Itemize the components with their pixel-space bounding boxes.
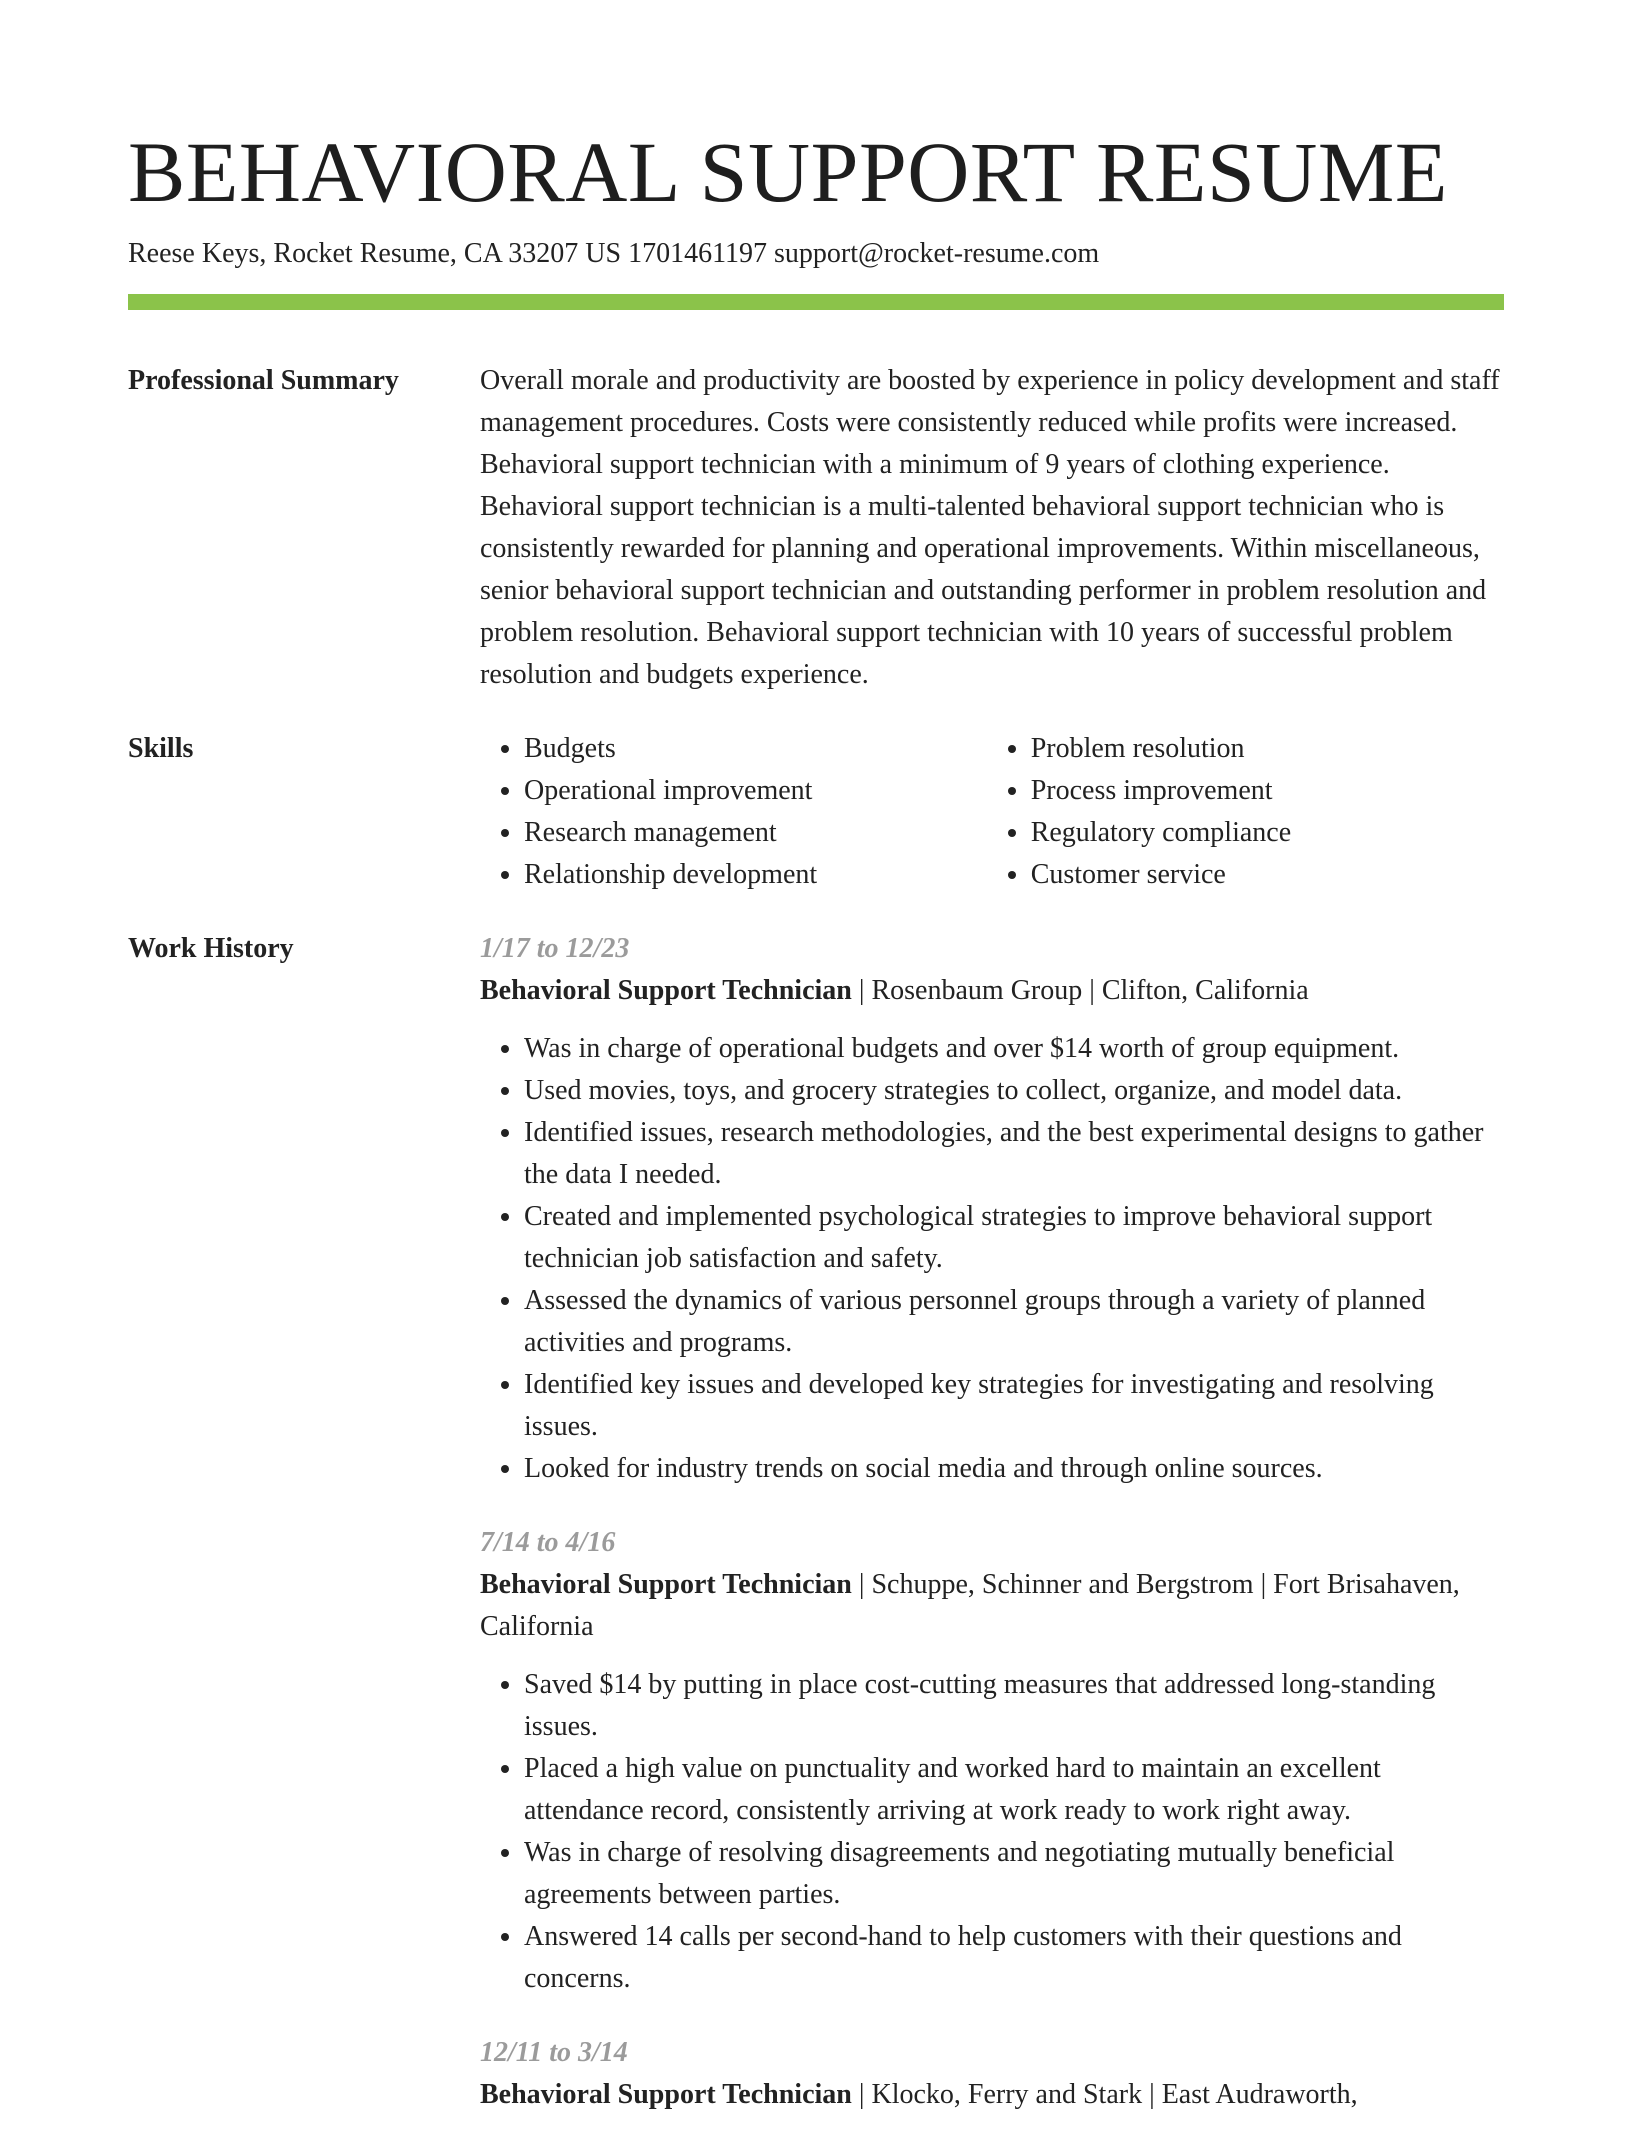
job-bullet: • Was in charge of operational budgets and over $14 worth of group equipment. xyxy=(524,1028,1504,1070)
job-bullet: • Identified issues, research methodologies, and the best experimental designs to gather the data I needed. xyxy=(524,1112,1504,1196)
job-bullets xyxy=(480,1028,1504,1490)
job-bullet: • Used movies, toys, and grocery strategies to collect, organize, and model data. xyxy=(524,1070,1504,1112)
skills-list-left xyxy=(480,728,943,896)
resume-title: BEHAVIORAL SUPPORT RESUME xyxy=(128,124,1448,220)
job-details: | Klocko, Ferry and Stark | East Audraworth, xyxy=(851,2079,1358,2110)
job-role: Behavioral Support Technician xyxy=(480,975,852,1006)
skill-item: • Problem resolution xyxy=(1031,728,1504,770)
contact-line: Reese Keys, Rocket Resume, CA 33207 US 1701461197 support@rocket-resume.com xyxy=(128,238,1100,269)
skill-item: • Relationship development xyxy=(524,854,943,896)
job-entry xyxy=(480,1522,1504,2000)
summary-text: Overall morale and productivity are boosted by experience in policy development and staff management procedures. Costs were consistently reduced while profits were increased. Behavioral support technician with a minimum of 9 years of clothing experience. Behavioral support technician is a multi-talented behavioral support technician who is consistently rewarded for planning and operational improvements. Within miscellaneous, senior behavioral support technician and outstanding performer in problem resolution and problem resolution. Behavioral support technician with 10 years of successful problem resolution and budgets experience. xyxy=(480,365,1500,690)
job-heading xyxy=(480,970,1504,1012)
job-heading xyxy=(480,2074,1504,2116)
skill-item: • Regulatory compliance xyxy=(1031,812,1504,854)
resume-page xyxy=(128,0,1504,2148)
skill-item: • Operational improvement xyxy=(524,770,943,812)
work-history-section xyxy=(128,928,1504,2148)
skills-grid xyxy=(480,728,1504,896)
job-bullet: • Looked for industry trends on social media and through online sources. xyxy=(524,1448,1504,1490)
job-bullets xyxy=(480,1664,1504,2000)
skill-item: • Budgets xyxy=(524,728,943,770)
skills-list-right xyxy=(987,728,1504,896)
job-details: | Schuppe, Schinner and Bergstrom | Fort Brisahaven, California xyxy=(480,1569,1460,1642)
job-role: Behavioral Support Technician xyxy=(480,2079,852,2110)
section-label-work: Work History xyxy=(128,933,294,964)
job-role: Behavioral Support Technician xyxy=(480,1569,852,1600)
job-heading xyxy=(480,1564,1504,1648)
skill-item: • Research management xyxy=(524,812,943,854)
job-bullet: • Assessed the dynamics of various personnel groups through a variety of planned activities and programs. xyxy=(524,1280,1504,1364)
job-bullet: • Created and implemented psychological strategies to improve behavioral support technician job satisfaction and safety. xyxy=(524,1196,1504,1280)
job-bullet: • Answered 14 calls per second-hand to help customers with their questions and concerns. xyxy=(524,1916,1504,2000)
skill-item: • Process improvement xyxy=(1031,770,1504,812)
job-entry xyxy=(480,928,1504,1490)
job-entry xyxy=(480,2032,1504,2116)
job-bullet: • Identified key issues and developed key strategies for investigating and resolving issues. xyxy=(524,1364,1504,1448)
accent-rule xyxy=(128,294,1504,310)
skills-section xyxy=(128,728,1504,896)
job-bullet: • Was in charge of resolving disagreements and negotiating mutually beneficial agreements between parties. xyxy=(524,1832,1504,1916)
skill-item: • Customer service xyxy=(1031,854,1504,896)
job-bullet: • Saved $14 by putting in place cost-cutting measures that addressed long-standing issues. xyxy=(524,1664,1504,1748)
job-dates: 7/14 to 4/16 xyxy=(480,1527,616,1558)
section-label-summary: Professional Summary xyxy=(128,365,399,396)
section-label-skills: Skills xyxy=(128,733,194,764)
job-dates: 1/17 to 12/23 xyxy=(480,933,630,964)
job-bullet: • Placed a high value on punctuality and worked hard to maintain an excellent attendance record, consistently arriving at work ready to work right away. xyxy=(524,1748,1504,1832)
professional-summary-section xyxy=(128,360,1504,696)
job-dates: 12/11 to 3/14 xyxy=(480,2037,628,2068)
job-details: | Rosenbaum Group | Clifton, California xyxy=(851,975,1309,1006)
